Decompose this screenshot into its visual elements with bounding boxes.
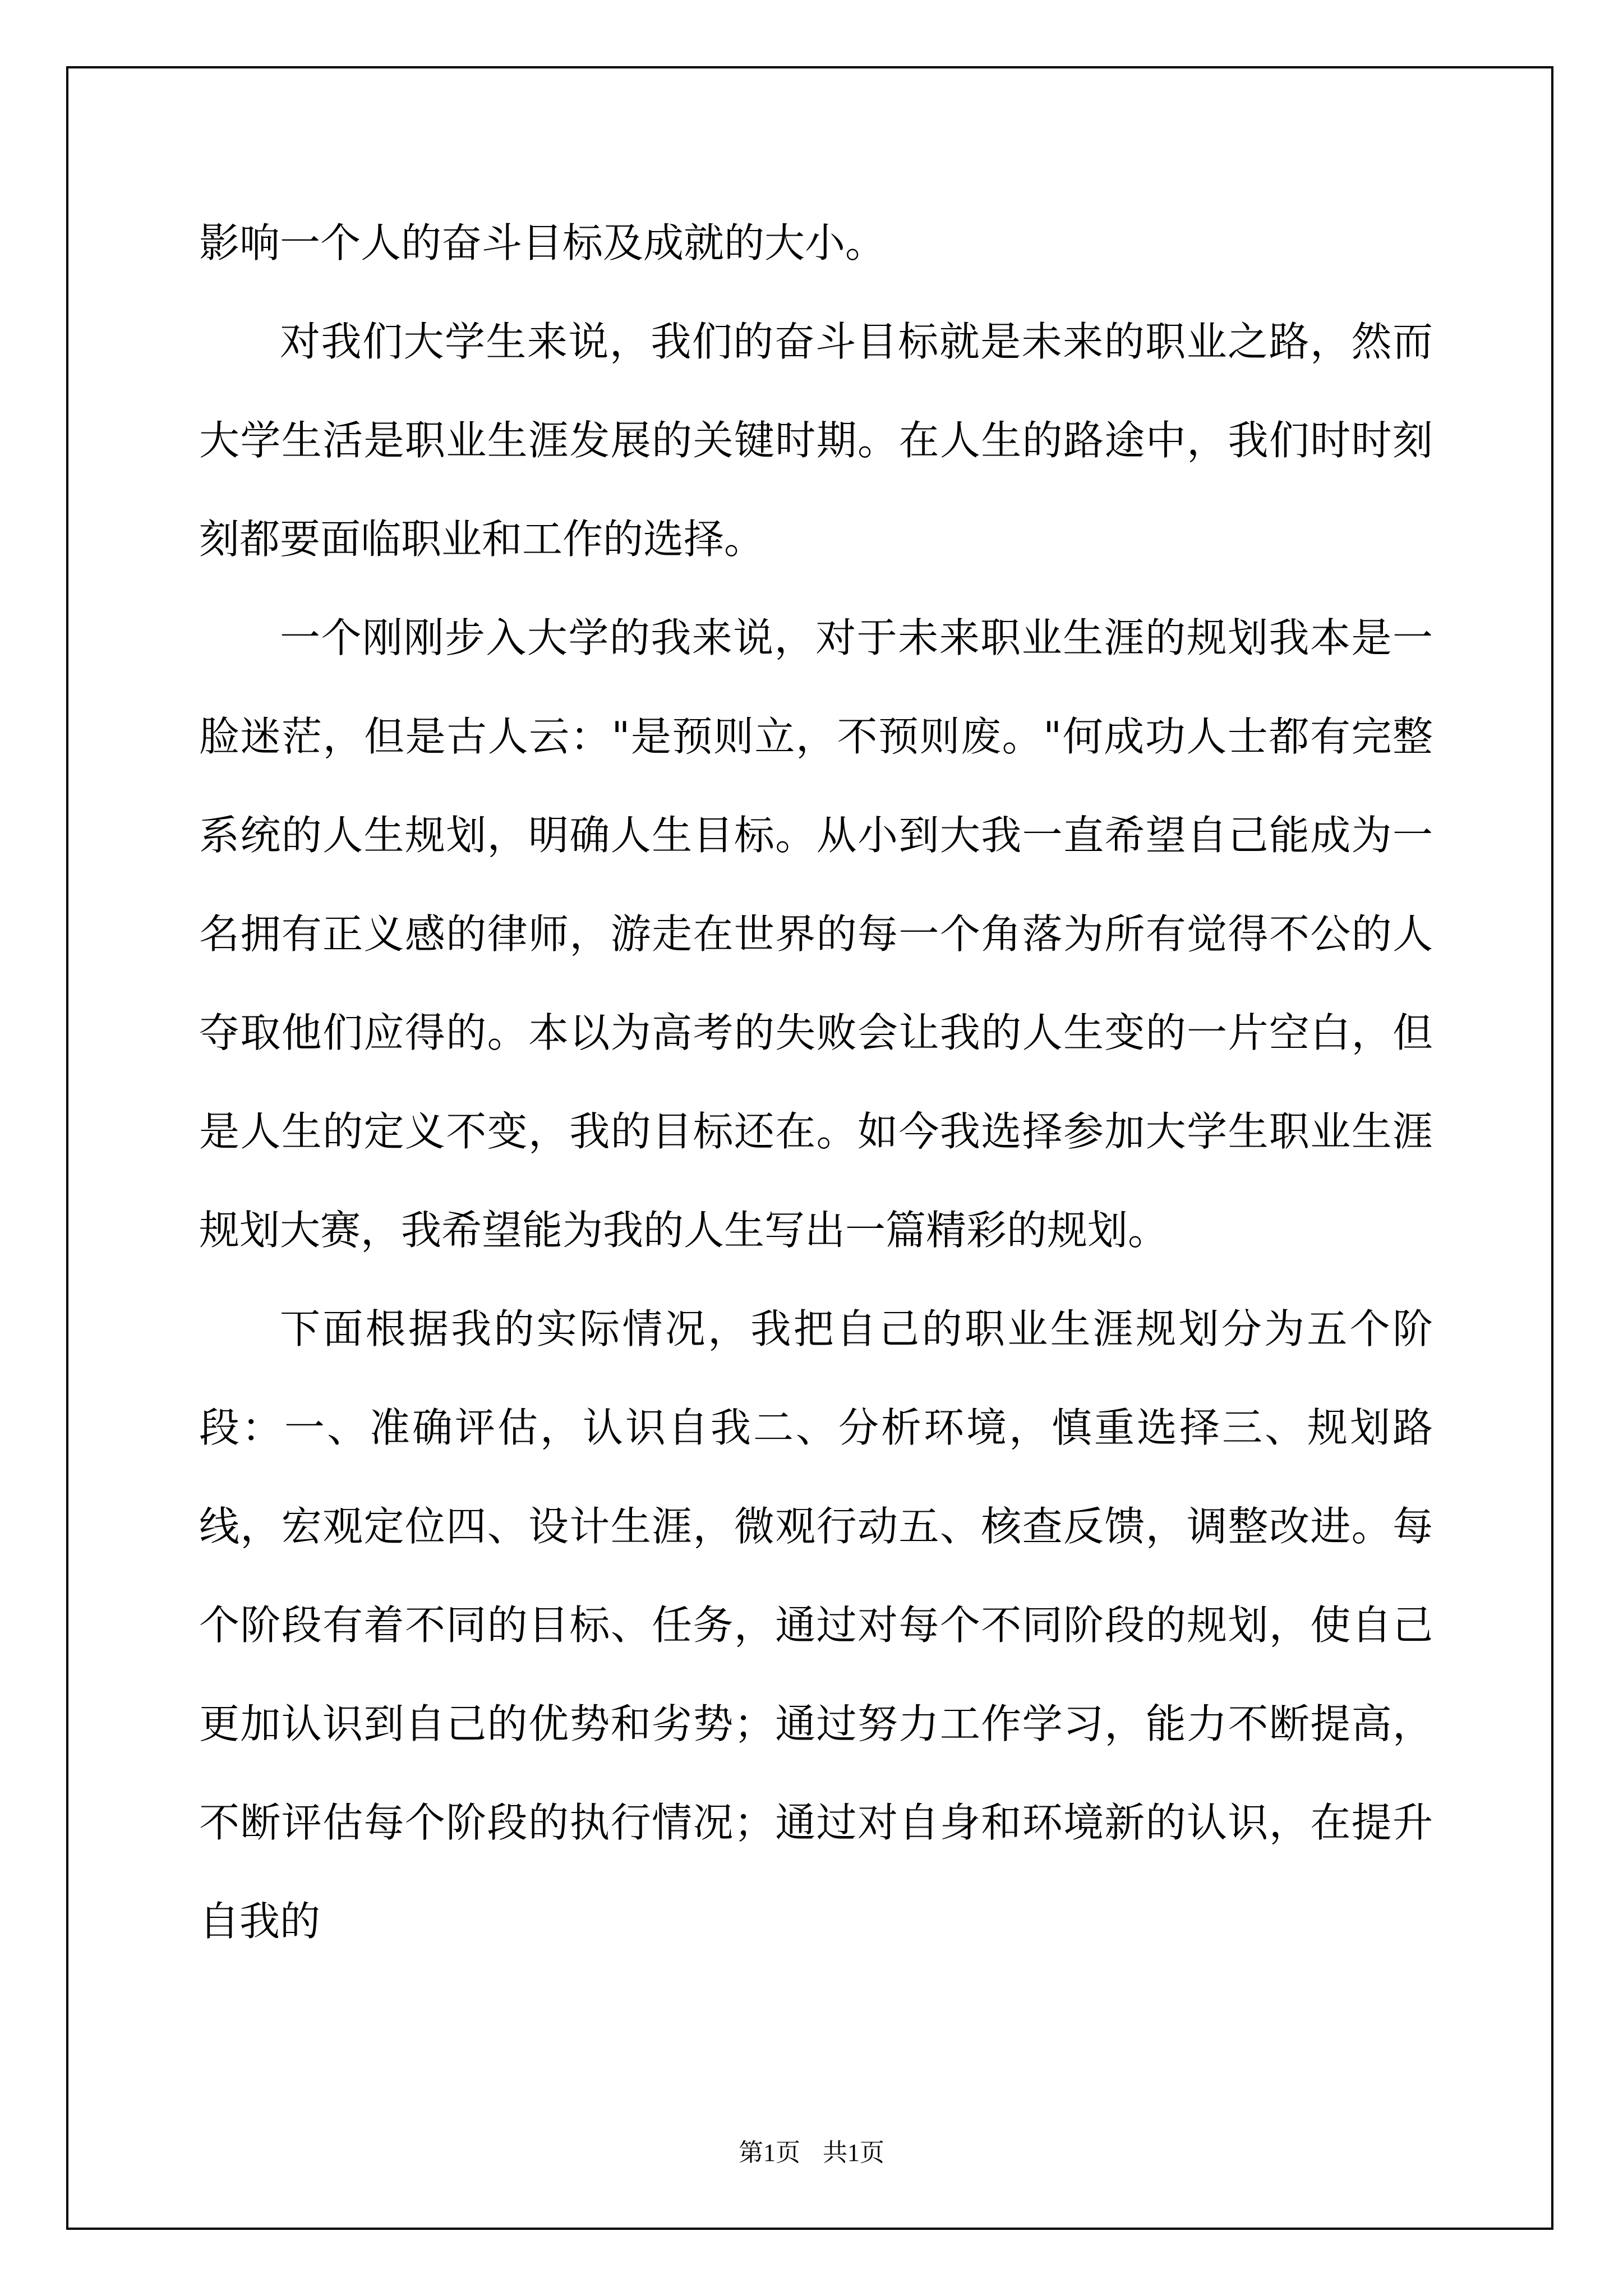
paragraph-4: 下面根据我的实际情况，我把自己的职业生涯规划分为五个阶段：一、准确评估，认识自我二、分析环境，慎重选择三、规划路线，宏观定位四、设计生涯，微观行动五、核查反馈，调整改进。每个阶段有着不同的目标、任务，通过对每个不同阶段的规划，使自己更加认识到自己的优势和劣势；通过努力工作学习，能力不断提高，不断评估每个阶段的执行情况；通过对自身和环境新的认识，在提升自我的	[199, 1305, 1433, 1945]
page-total: 共1页	[823, 2139, 884, 2166]
paragraph-1: 影响一个人的奋斗目标及成就的大小。	[199, 219, 886, 266]
document-body	[199, 194, 1433, 1971]
paragraph-3: 一个刚刚步入大学的我来说，对于未来职业生涯的规划我本是一脸迷茫，但是古人云："是预则立，不预则废。"何成功人士都有完整系统的人生规划，明确人生目标。从小到大我一直希望自己能成为一名拥有正义感的律师，游走在世界的每一个角落为所有觉得不公的人夺取他们应得的。本以为高考的失败会让我的人生变的一片空白，但是人生的定义不变，我的目标还在。如今我选择参加大学生职业生涯规划大赛，我希望能为我的人生写出一篇精彩的规划。	[199, 614, 1433, 1254]
page-footer	[0, 2136, 1623, 2170]
paragraph-2: 对我们大学生来说，我们的奋斗目标就是未来的职业之路，然而大学生活是职业生涯发展的关键时期。在人生的路途中，我们时时刻刻都要面临职业和工作的选择。	[199, 318, 1433, 563]
page-number: 第1页	[739, 2139, 800, 2166]
